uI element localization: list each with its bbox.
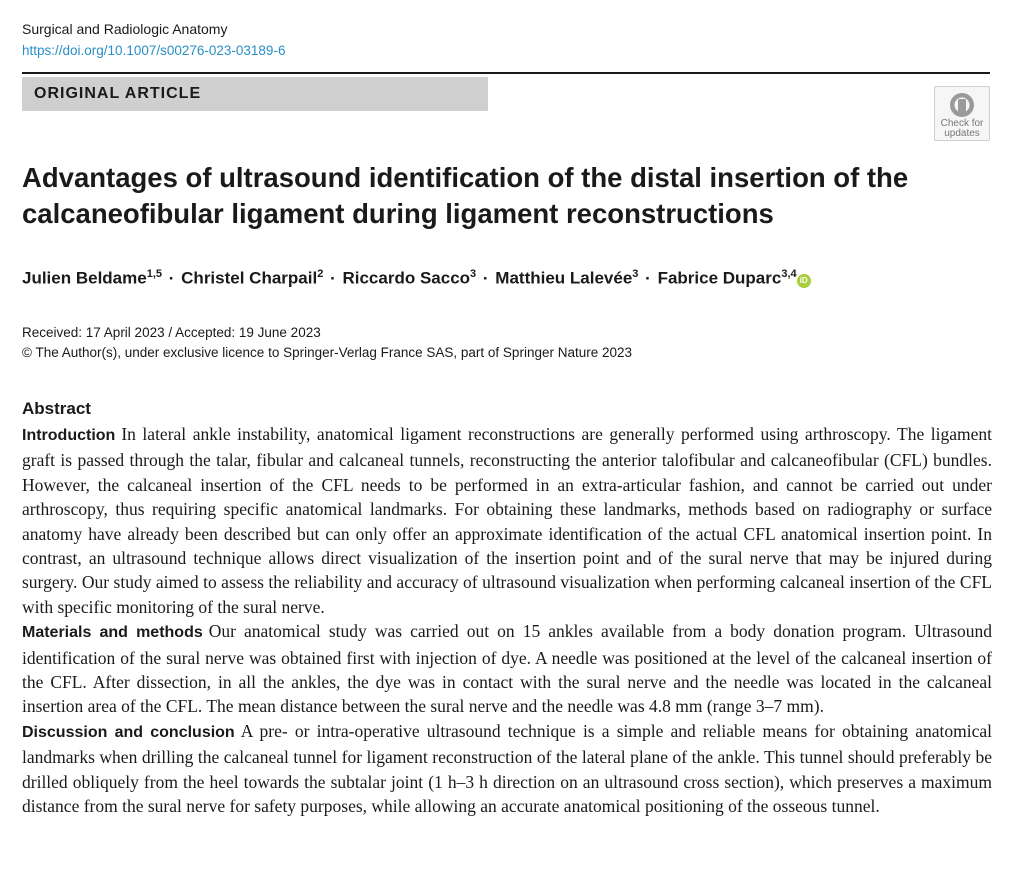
author-list <box>22 262 1002 291</box>
author-affiliation: 2 <box>317 268 324 280</box>
author-affiliation: 3 <box>470 268 477 280</box>
author-name[interactable]: Julien Beldame <box>22 268 147 288</box>
author-separator: · <box>330 268 336 288</box>
orcid-icon[interactable]: iD <box>797 274 811 288</box>
abstract-section-heading: Introduction <box>22 427 116 444</box>
abstract-section-heading: Discussion and conclusion <box>22 723 235 741</box>
abstract-body <box>22 422 992 819</box>
doi-link[interactable]: https://doi.org/10.1007/s00276-023-03189-6 <box>22 43 286 58</box>
abstract-section-materials-methods <box>22 619 992 719</box>
author-name[interactable]: Christel Charpail <box>181 268 318 288</box>
author-affiliation: 1,5 <box>146 268 163 280</box>
abstract-section-heading: Materials and methods <box>22 624 203 642</box>
article-type-label: ORIGINAL ARTICLE <box>34 85 202 102</box>
author-name[interactable]: Fabrice Duparc <box>657 268 782 288</box>
abstract-section-text: In lateral ankle instability, anatomical ligament reconstructions are generally performed using arthroscopy. The ligament graft is passed through the talar, fibular and calcaneal tunnels, reconstructing the anterior talofibular and calcaneofibular (CFL) bundles. However, the calcaneal insertion of the CFL needs to be performed in an extra-articular fashion, and cannot be carried out under arthroscopy, thus requiring specific anatomical landmarks. For obtaining these landmarks, methods based on radiography or surface anatomy have already been described but can only offer an approximate identification of the actual CFL anatomical insertion point. In contrast, an ultrasound technique allows direct visualization of the insertion point and of the sural nerve that may be injured during surgery. Our study aimed to assess the reliability and accuracy of ultrasound visualization when performing calcaneal insertion of the CFL with specific monitoring of the sural nerve. <box>22 424 992 617</box>
check-for-updates-badge[interactable] <box>934 86 990 141</box>
abstract-section-text: A pre- or intra-operative ultrasound technique is a simple and reliable means for obtaining anatomical landmarks when drilling the calcaneal tunnel for ligament reconstruction of the lateral plane of the ankle. This tunnel should preferably be drilled obliquely from the heel towards the subtalar joint (1 h–3 h direction on an ultrasound cross section), which preserves a maximum distance from the sural nerve for safety purposes, while allowing an accurate anatomical positioning of the osseous tunnel. <box>22 720 992 817</box>
author-separator: · <box>168 268 175 288</box>
check-for-updates-label: Check for updates <box>940 118 984 139</box>
article-title: Advantages of ultrasound identification of the distal insertion of the calcaneofibular ligament during ligament reconstructions <box>22 162 909 229</box>
copyright-notice: © The Author(s), under exclusive licence to Springer-Verlag France SAS, part of Springer Nature 2023 <box>22 345 633 360</box>
abstract-section-text: Our anatomical study was carried out on 15 ankles available from a body donation program. Ultrasound identification of the sural nerve was obtained first with injection of dye. A needle was positioned at the level of the calcaneal insertion of the CFL. After dissection, in all the ankles, the dye was in contact with the sural nerve and the needle was located in the calcaneal insertion area of the CFL. The mean distance between the sural nerve and the needle was 4.8 mm (range 3–7 mm). <box>22 621 993 717</box>
article-type-banner <box>22 77 488 111</box>
header-rule <box>22 72 990 74</box>
author-affiliation: 3 <box>632 268 639 280</box>
received-accepted-dates: Received: 17 April 2023 / Accepted: 19 June 2023 <box>22 325 321 340</box>
check-for-updates-icon <box>948 91 976 119</box>
abstract-heading: Abstract <box>22 399 91 418</box>
abstract-section-discussion-conclusion <box>22 719 992 819</box>
author-affiliation: 3,4 <box>781 268 797 280</box>
author-name[interactable]: Matthieu Lalevée <box>495 268 633 288</box>
author-separator: · <box>482 268 489 288</box>
author-name[interactable]: Riccardo Sacco <box>342 268 471 288</box>
author-separator: · <box>645 268 651 288</box>
journal-name: Surgical and Radiologic Anatomy <box>22 21 228 37</box>
abstract-section-introduction <box>22 422 992 619</box>
